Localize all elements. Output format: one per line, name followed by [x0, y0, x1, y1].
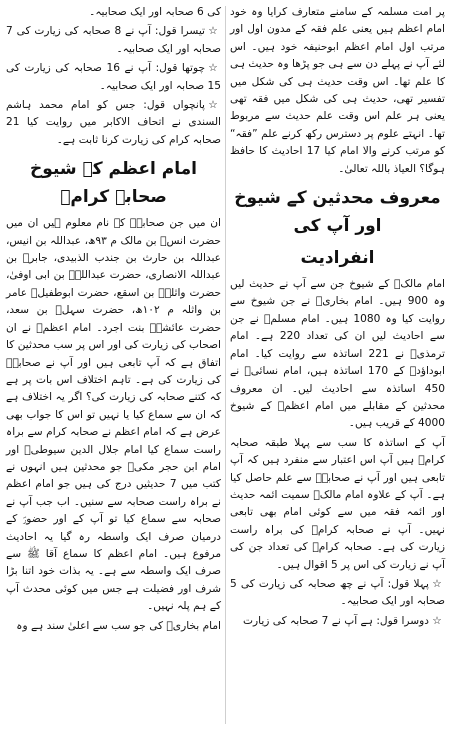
shuyukh-paragraph: امام مالکؒ کے شیوخ جن سے آپ نے حدیث لیں وہ 900 ہیں۔ امام بخاریؒ نے جن شیوخ سے روایت کیا وہ 1080 ہیں۔ امام مسلمؒ نے جن سے احادیث لیں ان کی تعداد 220 ہے۔ امام ترمذیؒ نے 221 اساتذہ سے روایت کیا۔ امام ابوداؤدؒ کے 170 اساتذہ ہیں، امام نسائیؒ نے 450 اساتذہ سے احادیث لیں۔ ان معروف محدثین کے مقابلے میں امام اعظمؒ کے شیوخ 4000 کے قریب ہیں۔ [230, 278, 446, 430]
qawl-text: چوتھا قول: آپ نے 16 صحابہ کی زیارت کی 15 صحابہ اور ایک صحابیہ۔ [6, 62, 221, 92]
section-heading: امام اعظم کے شیوخ صحابہ کرامؓ [30, 159, 197, 208]
qawl-text: پانچواں قول: جس کو امام محمد ہاشم السندی نے اتحاف الاکابر میں روایت کیا 21 صحابہ کرام کی زیارت کرنا ثابت ہے۔ [6, 99, 221, 146]
qawl-text: پہلا قول: آپ نے چھ صحابہ کی زیارت کی 5 صحابہ اور ایک صحابیہ۔ [230, 577, 445, 608]
star-icon: ☆ [208, 62, 218, 75]
qawl-text: تیسرا قول: آپ نے 8 صحابہ کی زیارت کی 7 صحابہ اور ایک صحابیہ۔ [6, 25, 221, 55]
column-divider [225, 6, 226, 724]
star-icon: ☆ [208, 99, 218, 112]
qawl-item [6, 97, 221, 149]
qawl-item [6, 23, 221, 58]
qawl-item [230, 613, 445, 630]
qawl-item [230, 576, 445, 611]
intro-paragraph: پر امت مسلمہ کے سامنے متعارف کرایا وہ خود امام اعظم ہیں یعنی علم فقہ کے مدون اول اور مرتب اول امام اعظم ابوحنیفہ خود ہیں۔ اس لئے آپ نے پہلے دن سے ہی جو پڑھا وہ حدیث ہی کا علم تھا۔ اس وقت حدیث ہی کی شکل میں تفسیر تھی، حدیث ہی کی شکل میں فقہ تھی یعنی ہر علم اس وقت علم حدیث سے مربوط تھا۔ انہتے علوم پر دسترس رکھ کرنے علم ”فقہ“ کو مرتب کرنے والا امام کیا 17 احادیث کا حافظ ہوگا؟ العیاذ باللہ تعالیٰ۔ [230, 6, 446, 175]
sahaba-paragraph: آپ کے اساتذہ کا سب سے پہلا طبقہ صحابہ کرامؓ ہیں آپ اس اعتبار سے منفرد ہیں کہ آپ تابعی ہیں اور آپ نے صحابہؓ سے علم حاصل کیا ہے۔ آپ کے علاوہ امام مالکؒ سمیت ائمہ حدیث اور ائمہ فقہ میں سے کوئی امام بھی تابعی نہیں۔ آپ نے صحابہ کرامؓ کی براہ راست زیارت کی ہے۔ صحابہ کرامؓ کی تعداد جن کی آپ نے زیارت کی اس پر 5 اقوال ہیں۔ [230, 436, 445, 571]
section-heading-line2: انفرادیت [300, 248, 375, 269]
bukhari-paragraph: امام بخاریؒ کی جو سب سے اعلیٰ سند ہے وہ [16, 619, 221, 632]
shuyukh-sahaba-paragraph: ان میں جن صحابہؓ کے نام معلوم ہیں ان میں حضرت انسؓ بن مالک م ۹۳ھ، عبداللہ بن انیس، عبداللہ بن حارث بن جندب الذبیدی، جابرؓ بن عبداللہ الانصاری، حضرت عبداللہؓ بن ابی اوفیٰ، حضرت واثلہؓ بن اسقع، حضرت ابوطفیلؓ عامر بن واثلہ م ۱۰۲ھ، حضرت سہلؓ بن سعد، حضرت عائشہؓ بنت اجرد۔ امام اعظمؒ نے ان اصحاب کی زیارت کی اور اس پر سب محدثین کا اتفاق ہے کہ آپ تابعی ہیں اور آپ نے صحابہؓ کی زیارت کی ہے۔ تاہم اختلاف اس بات پر ہے کہ کتنے صحابہ کی زیارت کی؟ اگر یہ اختلاف ہے کہ ان سے سماع کیا یا نہیں تو اس کا جواب بھی عرض ہے کہ امام اعظم نے صحابہ کرام سے براہ راست سماع کیا امام جلال الدین سیوطیؒ اور امام ابن حجر مکیؒ جو محدثین ہیں انہوں نے کتب میں 7 حدیثیں درج کی ہیں جو امام اعظم نے براہ راست صحابہ سے سنیں۔ اب جب آپ نے صحابہ سے سماع کیا تو آپ کے اور حضورؐ کے درمیان صرف ایک واسطہ رہ گیا یہ احادیث مرفوع ہیں۔ امام اعظم کا سماع آقا ﷺ سے صرف ایک واسطہ سے ہے۔ یہ بذات خود اتنا بڑا شرف اور فضیلت ہے جس میں کوئی محدث آپ کے ہم پلہ نہیں۔ [6, 217, 221, 613]
left-column [6, 4, 221, 637]
qawl-item [6, 60, 221, 95]
section-heading-line1: معروف محدثین کے شیوخ اور آپ کی [234, 188, 441, 237]
star-icon: ☆ [432, 614, 442, 627]
qawl-text: دوسرا قول: ہے آپ نے 7 صحابہ کی زیارت [243, 614, 429, 627]
qawl-continuation: کی 6 صحابہ اور ایک صحابیہ۔ [89, 6, 221, 18]
star-icon: ☆ [432, 577, 442, 590]
star-icon: ☆ [208, 25, 218, 38]
right-column [230, 4, 445, 632]
